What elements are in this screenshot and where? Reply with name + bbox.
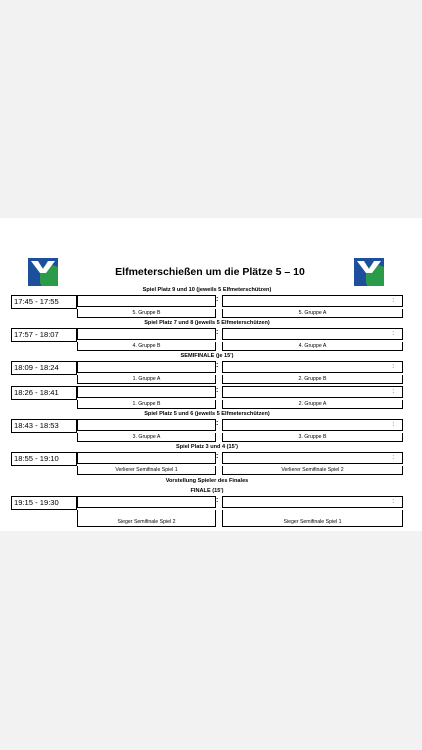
team-names-row: [11, 433, 403, 442]
score-separator: :: [216, 387, 219, 394]
team-a-name: Verlierer Semifinale Spiel 1: [77, 466, 216, 475]
score-separator: :: [216, 329, 219, 336]
team-names-row: [11, 400, 403, 409]
time-slot: 17:57 - 18:07: [11, 328, 77, 342]
team-a-name: 1. Gruppe A: [77, 375, 216, 384]
section-label: Spiel Platz 3 und 4 (15'): [176, 444, 238, 450]
time-slot: 17:45 - 17:55: [11, 295, 77, 309]
score-separator: :: [216, 497, 219, 504]
team-a-name: 4. Gruppe B: [77, 342, 216, 351]
team-b-name: 2. Gruppe A: [222, 400, 403, 409]
team-a-score-box: [77, 419, 219, 431]
team-a-score-box: [77, 496, 219, 508]
match-row: [11, 419, 403, 433]
score-separator: :: [216, 296, 219, 303]
score-separator-right: :: [392, 455, 394, 461]
match-row: [11, 386, 403, 400]
final-team-a-name: Sieger Semifinale Spiel 2: [77, 510, 216, 527]
final-match-row: [11, 496, 403, 510]
score-separator-right: :: [392, 389, 394, 395]
page-title: Elfmeterschießen um die Plätze 5 – 10: [115, 266, 305, 278]
match-schedule: [11, 285, 403, 528]
team-b-score-box: [222, 452, 403, 464]
match-row: [11, 452, 403, 466]
score-separator: :: [216, 362, 219, 369]
team-names-row: [11, 375, 403, 384]
match-row: [11, 328, 403, 342]
team-b-score-box: [222, 496, 403, 508]
team-names-row: [11, 309, 403, 318]
section-label: Spiel Platz 9 und 10 (jeweils 5 Elfmeterschützen): [142, 287, 272, 293]
score-separator-right: :: [392, 499, 394, 505]
team-a-score-box: [77, 295, 219, 307]
section-label: SEMIFINALE (je 15'): [180, 353, 234, 359]
score-separator-right: :: [392, 422, 394, 428]
score-separator: :: [216, 420, 219, 427]
section-label: Spiel Platz 7 und 8 (jeweils 5 Elfmeterschützen): [144, 320, 270, 326]
team-a-score-box: [77, 361, 219, 373]
team-a-name: 1. Gruppe B: [77, 400, 216, 409]
section-label: Spiel Platz 5 und 6 (jeweils 5 Elfmeterschützen): [144, 411, 270, 417]
time-slot: 18:43 - 18:53: [11, 419, 77, 433]
team-b-score-box: [222, 386, 403, 398]
club-logo-icon: [28, 258, 58, 286]
time-slot: 18:09 - 18:24: [11, 361, 77, 375]
score-separator: :: [216, 453, 219, 460]
team-names-row: [11, 466, 403, 475]
team-b-score-box: [222, 361, 403, 373]
time-slot: 18:26 - 18:41: [11, 386, 77, 400]
match-row: [11, 361, 403, 375]
team-b-name: 2. Gruppe B: [222, 375, 403, 384]
score-separator-right: :: [392, 364, 394, 370]
team-names-row: [11, 342, 403, 351]
club-logo-icon: [354, 258, 384, 286]
team-b-name: 4. Gruppe A: [222, 342, 403, 351]
team-b-score-box: [222, 295, 403, 307]
schedule-sheet: [0, 218, 422, 531]
team-a-score-box: [77, 452, 219, 464]
team-a-name: 5. Gruppe B: [77, 309, 216, 318]
score-separator-right: :: [392, 298, 394, 304]
team-a-name: 3. Gruppe A: [77, 433, 216, 442]
bottom-background: [0, 531, 422, 750]
team-a-score-box: [77, 328, 219, 340]
final-team-b-name: Sieger Semifinale Spiel 1: [222, 510, 403, 527]
team-b-score-box: [222, 419, 403, 431]
team-b-score-box: [222, 328, 403, 340]
team-b-name: 5. Gruppe A: [222, 309, 403, 318]
score-separator-right: :: [392, 331, 394, 337]
presentation-label: Vorstellung Spieler des Finales: [165, 478, 249, 484]
top-background: [0, 0, 422, 218]
match-row: [11, 295, 403, 309]
team-b-name: Verlierer Semifinale Spiel 2: [222, 466, 403, 475]
team-b-name: 3. Gruppe B: [222, 433, 403, 442]
final-label: FINALE (15'): [190, 488, 224, 494]
team-a-score-box: [77, 386, 219, 398]
time-slot: 19:15 - 19:30: [11, 496, 77, 510]
time-slot: 18:55 - 19:10: [11, 452, 77, 466]
final-team-names-row: [11, 510, 403, 528]
